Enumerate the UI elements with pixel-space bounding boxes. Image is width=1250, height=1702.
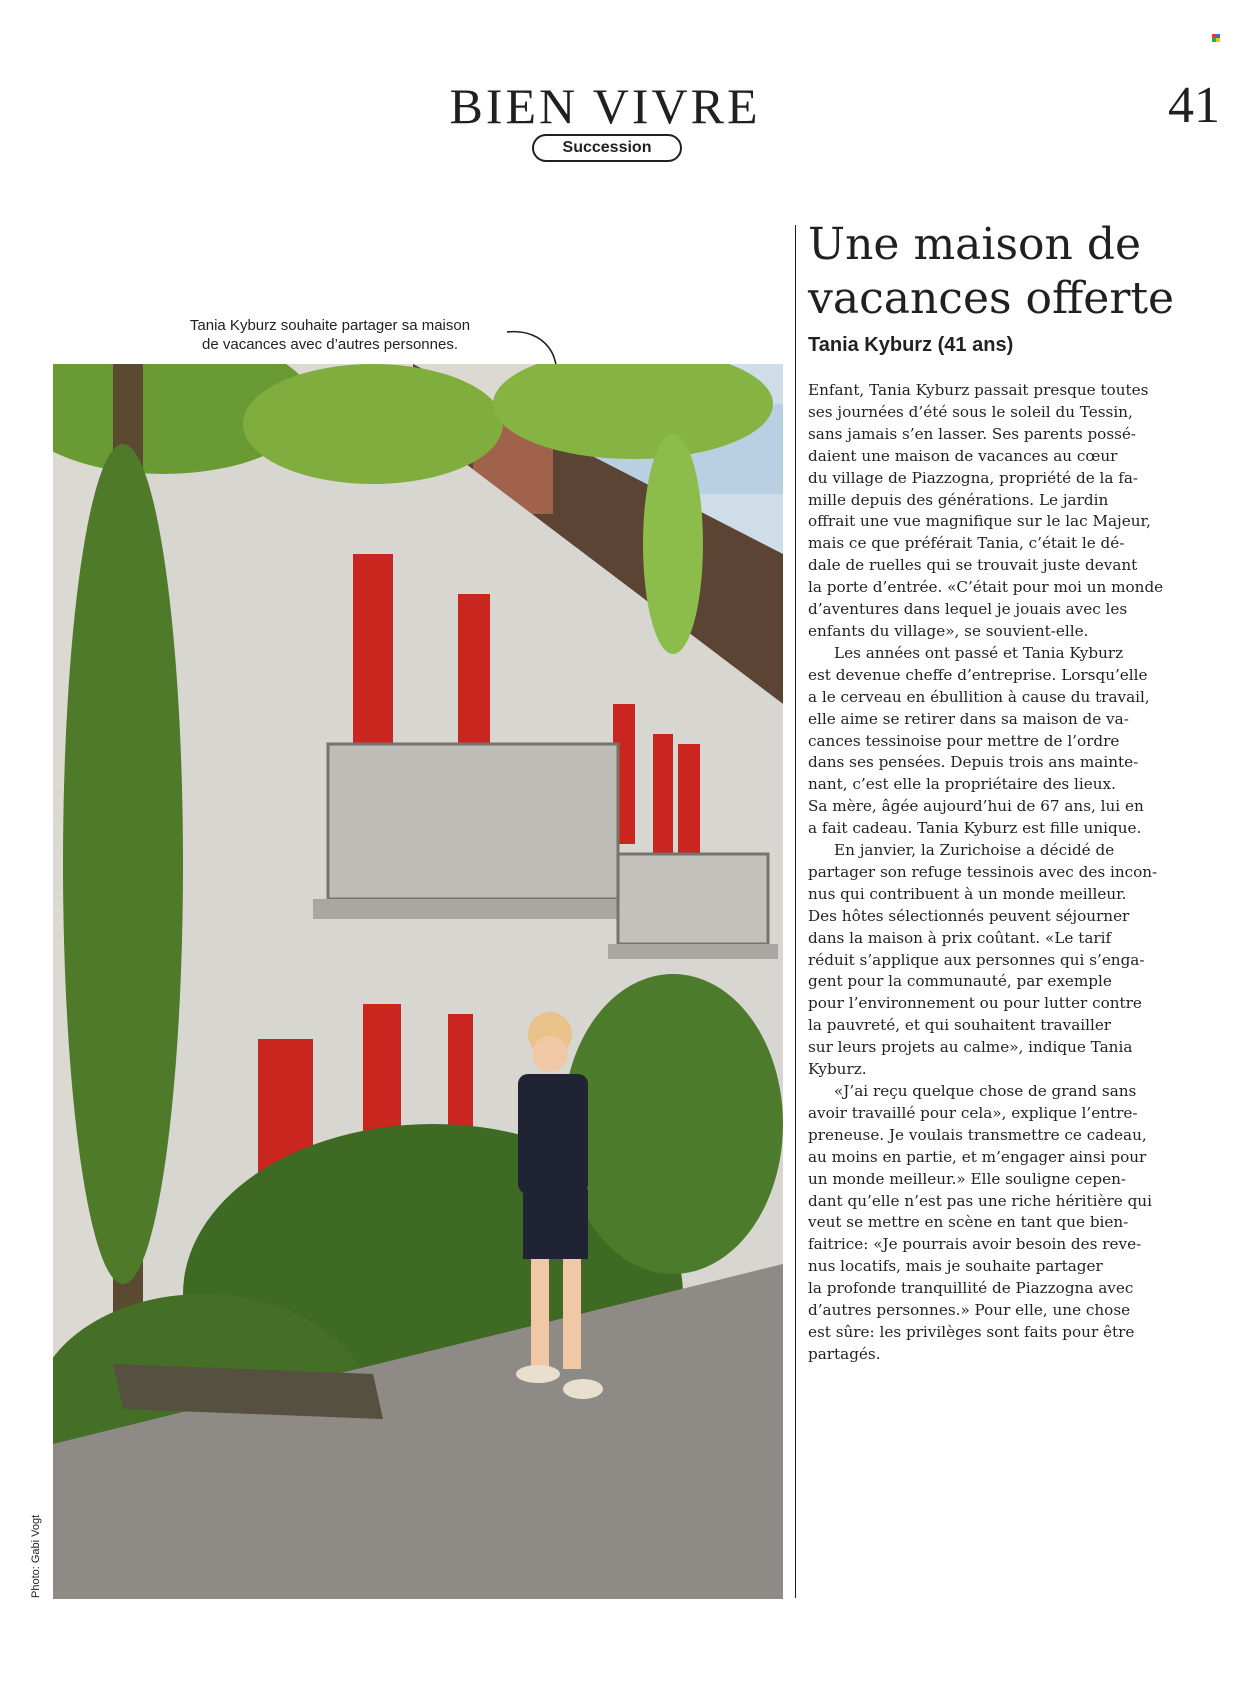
caption-line: de vacances avec d’autres personnes. bbox=[202, 336, 458, 353]
body-line: Les années ont passé et Tania Kyburz bbox=[834, 643, 1124, 662]
body-line: dans ses pensées. Depuis trois ans mainte- bbox=[808, 753, 1139, 772]
body-line: réduit s’applique aux personnes qui s’enga- bbox=[808, 950, 1145, 969]
body-line: la porte d’entrée. «C’était pour moi un monde bbox=[808, 578, 1164, 597]
body-line: nant, c’est elle la propriétaire des lieux. bbox=[808, 775, 1116, 794]
body-line: est sûre: les privilèges sont faits pour être bbox=[808, 1322, 1135, 1341]
body-line: veut se mettre en scène en tant que bien- bbox=[808, 1213, 1129, 1232]
body-line: nus qui contribuent à un monde meilleur. bbox=[808, 884, 1127, 903]
page-number: 41 bbox=[1168, 77, 1220, 134]
body-line: la profonde tranquillité de Piazzogna avec bbox=[808, 1279, 1134, 1298]
body-line: un monde meilleur.» Elle souligne cepen- bbox=[808, 1169, 1127, 1188]
body-line: offrait une vue magnifique sur le lac Majeur, bbox=[808, 512, 1151, 531]
body-line: mille depuis des générations. Le jardin bbox=[808, 490, 1109, 509]
body-line: a fait cadeau. Tania Kyburz est fille unique. bbox=[808, 819, 1142, 838]
section-title: BIEN VIVRE bbox=[449, 78, 761, 134]
column-divider bbox=[795, 225, 796, 1598]
photo-caption bbox=[150, 316, 510, 354]
body-line: Des hôtes sélectionnés peuvent séjourner bbox=[808, 906, 1130, 925]
body-line: avoir travaillé pour cela», explique l’entre- bbox=[808, 1103, 1138, 1122]
print-color-mark bbox=[1212, 34, 1221, 43]
body-line: En janvier, la Zurichoise a décidé de bbox=[834, 841, 1115, 860]
body-line: «J’ai reçu quelque chose de grand sans bbox=[834, 1082, 1137, 1100]
caption-line: Tania Kyburz souhaite partager sa maison bbox=[189, 317, 471, 334]
body-line: mais ce que préférait Tania, c’était le dé- bbox=[808, 534, 1125, 553]
body-line: du village de Piazzogna, propriété de la fa- bbox=[808, 468, 1139, 487]
headline-line: vacances offerte bbox=[808, 273, 1175, 324]
body-line: elle aime se retirer dans sa maison de va- bbox=[808, 709, 1129, 728]
section-tag: Succession bbox=[532, 134, 682, 162]
body-line: gent pour la communauté, par exemple bbox=[808, 972, 1112, 991]
article-headline bbox=[808, 218, 1228, 326]
body-line: enfants du village», se souvient-elle. bbox=[808, 621, 1089, 640]
body-line: sur leurs projets au calme», indique Tania bbox=[808, 1038, 1133, 1057]
photo-credit: Photo: Gabi Vogt bbox=[30, 1514, 42, 1598]
body-line: dans la maison à prix coûtant. «Le tarif bbox=[808, 928, 1112, 947]
article-body bbox=[808, 380, 1220, 1366]
headline-line: Une maison de bbox=[808, 219, 1142, 270]
article-byline: Tania Kyburz (41 ans) bbox=[808, 334, 1014, 356]
body-line: partager son refuge tessinois avec des incon- bbox=[808, 862, 1158, 881]
body-line: au moins en partie, et m’engager ainsi pour bbox=[808, 1147, 1147, 1166]
body-line: d’autres personnes.» Pour elle, une chose bbox=[808, 1301, 1131, 1320]
body-line: cances tessinoise pour mettre de l’ordre bbox=[808, 731, 1120, 750]
body-line: Enfant, Tania Kyburz passait presque toutes bbox=[808, 381, 1149, 399]
body-line: dale de ruelles qui se trouvait juste devant bbox=[808, 556, 1138, 575]
body-line: la pauvreté, et qui souhaitent travailler bbox=[808, 1016, 1112, 1035]
body-line: sans jamais s’en lasser. Ses parents possé- bbox=[808, 424, 1137, 443]
body-line: daient une maison de vacances au cœur bbox=[808, 446, 1118, 465]
body-line: pour l’environnement ou pour lutter contre bbox=[808, 994, 1142, 1013]
body-line: est devenue cheffe d’entreprise. Lorsqu’elle bbox=[808, 665, 1148, 684]
body-line: Kyburz. bbox=[808, 1060, 867, 1079]
body-line: preneuse. Je voulais transmettre ce cadeau, bbox=[808, 1125, 1147, 1144]
body-line: partagés. bbox=[808, 1344, 881, 1363]
body-line: dant qu’elle n’est pas une riche héritière qui bbox=[808, 1191, 1152, 1210]
article-photo bbox=[53, 364, 783, 1599]
body-line: nus locatifs, mais je souhaite partager bbox=[808, 1257, 1103, 1276]
body-line: a le cerveau en ébullition à cause du travail, bbox=[808, 687, 1150, 706]
house-scene bbox=[53, 364, 783, 1599]
body-line: d’aventures dans lequel je jouais avec les bbox=[808, 600, 1128, 619]
body-line: faitrice: «Je pourrais avoir besoin des reve- bbox=[808, 1235, 1142, 1254]
body-line: ses journées d’été sous le soleil du Tessin, bbox=[808, 402, 1133, 421]
body-line: Sa mère, âgée aujourd’hui de 67 ans, lui en bbox=[808, 797, 1144, 816]
